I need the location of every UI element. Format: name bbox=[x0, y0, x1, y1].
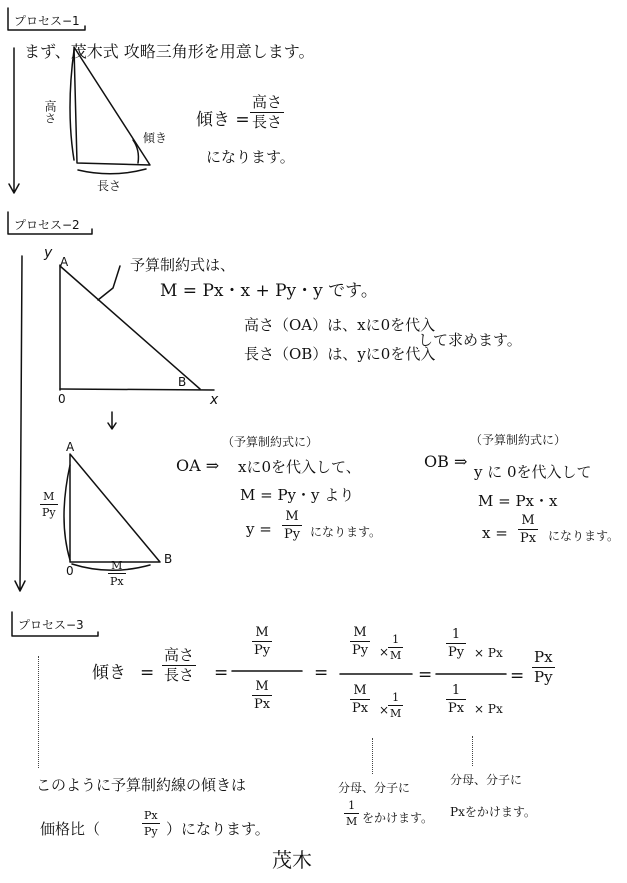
process2-arrow bbox=[15, 256, 25, 591]
p3-f2-num-n: M bbox=[255, 625, 269, 640]
p3-eq1: = bbox=[140, 663, 155, 683]
t2w-den: Px bbox=[110, 575, 124, 588]
note-b-line1: 分母、分子に bbox=[450, 773, 523, 787]
note-a-tail: をかけます。 bbox=[362, 811, 434, 825]
note-a-num: 1 bbox=[348, 799, 356, 812]
p3-f2-den-bar bbox=[252, 695, 272, 696]
p3-f3-den-bar bbox=[350, 699, 370, 700]
ob-label: OB ⇒ bbox=[424, 452, 468, 471]
left-dotted-line bbox=[38, 656, 41, 768]
ob-tail: になります。 bbox=[548, 529, 620, 543]
ob-num: M bbox=[521, 513, 535, 528]
triangle2-height-brace bbox=[64, 465, 70, 560]
middle-arrow bbox=[108, 412, 116, 429]
p3-f4-p2: Px bbox=[487, 702, 503, 716]
p3-f3-den bbox=[350, 684, 370, 715]
triangle1-height-label: 高さ bbox=[43, 100, 57, 124]
oa-lhs: y = bbox=[246, 520, 272, 538]
p3-f4-den bbox=[446, 684, 466, 715]
oa-label: OA ⇒ bbox=[176, 456, 220, 475]
t2w-bar bbox=[108, 573, 126, 574]
oa-line2: M = Py・y より bbox=[240, 486, 355, 504]
p3-f4-p: Px bbox=[487, 646, 503, 660]
p3-f3-mul1: × bbox=[379, 645, 390, 659]
triangle1-height-brace bbox=[70, 50, 74, 160]
ob-bar bbox=[518, 529, 538, 530]
conclusion-num: Px bbox=[144, 809, 158, 822]
ob-line1: y に 0を代入して bbox=[474, 463, 592, 481]
triangle2-width-fraction bbox=[108, 560, 126, 587]
p3-f4-num-bar bbox=[446, 643, 466, 644]
p3-f5-den: Py bbox=[534, 668, 553, 686]
note-length: 長さ（OB）は、yに0を代入 bbox=[244, 345, 436, 363]
p3-f1 bbox=[162, 648, 196, 683]
conclusion-den: Py bbox=[144, 825, 158, 838]
p3-eq3: = bbox=[314, 663, 329, 683]
p1-formula-fraction bbox=[250, 95, 284, 130]
ob-den: Px bbox=[520, 531, 537, 546]
process3-label: プロセス−3 bbox=[18, 618, 84, 632]
p3-f4-num bbox=[446, 628, 466, 659]
note-tail: して求めます。 bbox=[418, 331, 522, 349]
oa-den: Py bbox=[284, 527, 301, 542]
conclusion-line1: このように予算制約線の傾きは bbox=[36, 776, 247, 794]
process1-label: プロセス−1 bbox=[14, 14, 80, 28]
triangle2-b-label: B bbox=[164, 552, 173, 566]
triangle1 bbox=[74, 47, 150, 165]
p3-f3-k1-bar bbox=[388, 647, 403, 648]
t2h-num: M bbox=[43, 490, 55, 503]
oa-num: M bbox=[285, 509, 299, 524]
triangle2-a-label: A bbox=[66, 440, 75, 454]
note-a-dotted-line bbox=[372, 738, 375, 774]
p3-f5-num: Px bbox=[534, 648, 553, 666]
triangle1-length-brace bbox=[78, 169, 146, 174]
p1-formula-num: 高さ bbox=[252, 93, 283, 111]
p3-f4-den-n: 1 bbox=[451, 683, 461, 698]
p3-f3-den-n: M bbox=[353, 683, 367, 698]
point-b-label: B bbox=[178, 375, 187, 389]
oa-tail: になります。 bbox=[310, 525, 382, 539]
p3-f2-num-d: Py bbox=[254, 643, 271, 658]
p3-f2-num-bar bbox=[252, 641, 272, 642]
t2h-den: Py bbox=[42, 506, 56, 519]
process1-intro: まず、茂木式 攻略三角形を用意します。 bbox=[24, 42, 315, 61]
p3-f5 bbox=[532, 650, 555, 685]
p3-f3-k1-n: 1 bbox=[392, 633, 400, 646]
conclusion-fraction bbox=[142, 810, 160, 837]
ob-paren: （予算制約式に） bbox=[470, 433, 567, 447]
x-axis bbox=[60, 389, 214, 390]
x-axis-label: x bbox=[210, 392, 219, 408]
oa-fraction bbox=[282, 510, 302, 541]
point-a-label: A bbox=[60, 255, 69, 269]
note-height: 高さ（OA）は、xに0を代入 bbox=[244, 316, 436, 334]
triangle2-o-label: 0 bbox=[66, 564, 74, 578]
p3-f4-mul2: × Px bbox=[474, 702, 503, 716]
triangle2 bbox=[70, 454, 160, 562]
p3-f1-den: 長さ bbox=[164, 666, 195, 684]
triangle1-slope-arc bbox=[133, 140, 138, 163]
ob-line2: M = Px・x bbox=[478, 492, 558, 510]
budget-pointer bbox=[98, 266, 120, 300]
oa-paren: （予算制約式に） bbox=[222, 435, 319, 449]
conclusion-line2-b: ）になります。 bbox=[166, 820, 270, 838]
t2h-bar bbox=[40, 504, 58, 505]
p3-f1-num: 高さ bbox=[164, 646, 195, 664]
note-a-fraction bbox=[344, 800, 359, 827]
p1-formula-tail: になります。 bbox=[206, 148, 295, 166]
p3-eq4: = bbox=[418, 665, 433, 685]
p3-f2-den bbox=[252, 680, 272, 711]
p3-f2-den-n: M bbox=[255, 679, 269, 694]
oa-line1: xに0を代入して、 bbox=[238, 458, 361, 476]
ob-lhs: x = bbox=[482, 524, 508, 542]
p3-f3-num-d: Py bbox=[352, 643, 369, 658]
p3-f4-den-bar bbox=[446, 699, 466, 700]
p3-f4-mul1: × Px bbox=[474, 646, 503, 660]
ob-fraction bbox=[518, 514, 538, 545]
p3-f4-num-d: Py bbox=[448, 645, 465, 660]
p3-f3-den-d: Px bbox=[352, 701, 369, 716]
p3-f2-den-d: Px bbox=[254, 697, 271, 712]
note-a-line1: 分母、分子に bbox=[338, 781, 411, 795]
p3-f3-k1-d: M bbox=[390, 649, 402, 662]
y-axis-label: y bbox=[44, 245, 53, 261]
p3-f3-k2 bbox=[388, 692, 403, 719]
process2-label: プロセス−2 bbox=[14, 218, 80, 232]
p3-eq5: = bbox=[510, 666, 525, 686]
conclusion-bar bbox=[142, 823, 160, 824]
origin-label: 0 bbox=[58, 392, 66, 406]
p3-f3-k1 bbox=[388, 634, 403, 661]
p3-f4-den-d: Px bbox=[448, 701, 465, 716]
p3-f3-mul2: × bbox=[379, 703, 390, 717]
p3-f2-num bbox=[252, 626, 272, 657]
p3-f3-k2-bar bbox=[388, 705, 403, 706]
triangle2-height-fraction bbox=[40, 491, 58, 518]
p3-f3-k2-d: M bbox=[390, 707, 402, 720]
triangle1-slope-label: 傾き bbox=[143, 131, 168, 145]
p1-formula-lhs: 傾き = bbox=[196, 110, 250, 130]
p3-f3-num-bar bbox=[350, 641, 370, 642]
p3-f3-num bbox=[350, 626, 370, 657]
note-b-dotted-line bbox=[472, 736, 475, 766]
note-b-line2: Pxをかけます。 bbox=[450, 805, 536, 819]
t2w-num: M bbox=[111, 559, 123, 572]
p3-eq2: = bbox=[214, 663, 229, 683]
p3-f4-num-n: 1 bbox=[451, 627, 461, 642]
triangle1-length-label: 長さ bbox=[97, 179, 122, 193]
p3-f3-num-n: M bbox=[353, 625, 367, 640]
conclusion-line2-a: 価格比（ bbox=[40, 820, 101, 838]
note-a-bar bbox=[344, 813, 359, 814]
note-a-den: M bbox=[346, 815, 358, 828]
p3-lhs: 傾き bbox=[92, 663, 126, 683]
p3-f3-k2-n: 1 bbox=[392, 691, 400, 704]
p1-formula-den: 長さ bbox=[252, 113, 283, 131]
oa-bar bbox=[282, 525, 302, 526]
budget-equation: M = Px・x + Py・y です。 bbox=[160, 281, 378, 301]
budget-intro: 予算制約式は、 bbox=[130, 256, 236, 274]
signature: 茂木 bbox=[272, 848, 312, 872]
process1-arrow bbox=[9, 48, 19, 193]
